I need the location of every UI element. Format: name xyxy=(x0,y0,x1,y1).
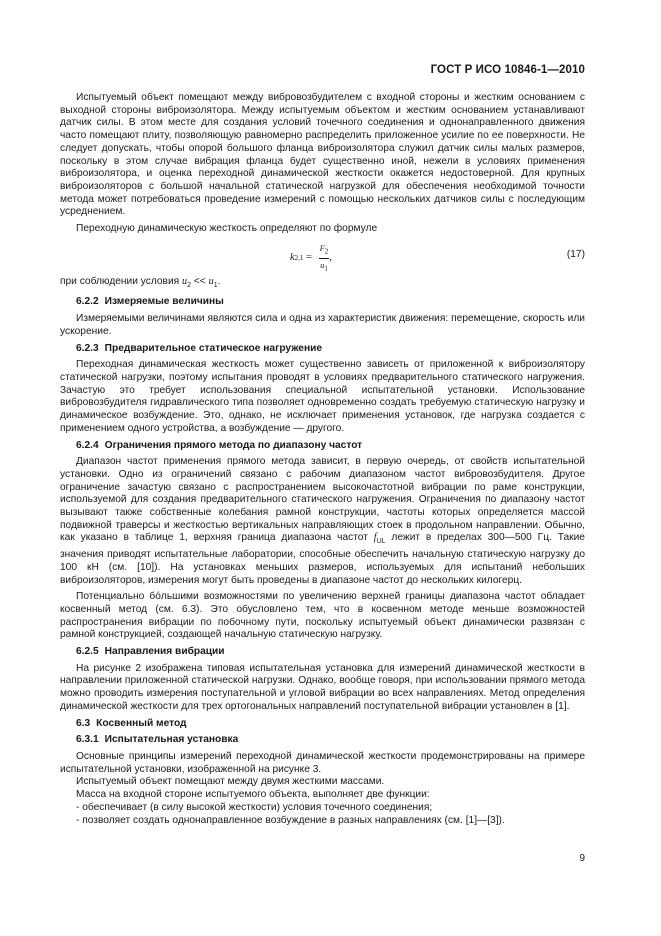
formula-comma: , xyxy=(329,252,332,264)
list-item-unidirectional-excitation: - позволяет создать однонаправленное возбуждение в разных направлениях (см. [1]—[3]). xyxy=(76,814,505,826)
paragraph-test-object-placement: Испытуемый объект помещают между двумя жесткими массами. xyxy=(76,776,385,788)
paragraph-test-setup: Испытуемый объект помещают между вибровозбудителем с входной стороны и жестким основанием с выходной стороны виброизолятора. Между испытуемым объектом и жестким основанием устанавливают датчик силы. В этом месте для создания условий точечного соединения и однонаправленного движения часто помещают плиту, позволяющую равномерно распределить приложенное усилие по ее поверхности. Не следует допускать, чтобы опорой большого фланца виброизолятора служил датчик силы малых размеров, поскольку в этом случае вибрация фланца будет существенно иной, нежели в условиях применения виброизолятора, и оценка переходной динамической жесткости окажется недостоверной. Для крупных виброизоляторов с большой начальной статической нагрузкой для обеспечения необходимой точности метода может потребоваться проведение измерений с помощью нескольких датчиков силы с последующим усреднением. xyxy=(60,92,585,218)
formula-expression xyxy=(290,242,332,276)
formula-k-sub: 2,1 xyxy=(294,254,304,263)
heading-6-2-2: 6.2.2 Измеряемые величины xyxy=(76,296,224,308)
paragraph-indirect-advantage: Потенциально бóльшими возможностями по увеличению верхней границы диапазона частот обладает косвенный метод (см. 6.3). Это обусловлено тем, что в косвенном методе меньше возможностей распространения вибрации по побочному пути, поскольку испытуемый объект динамически развязан с рамной конструкцией, создающей начальную статическую нагрузку. xyxy=(60,591,585,641)
heading-6-2-5: 6.2.5 Направления вибрации xyxy=(76,646,225,658)
paragraph-frequency-limits: Диапазон частот применения прямого метода зависит, в первую очередь, от свойств испытательной установки. Одно из ограничений связано с рабочим диапазоном частот вибровозбудителя. Другое ограничение зачастую связано с распространением высокочастотной вибрации по раме конструкции, используемой для создания предварительного статического нагружения. Ограничения по диапазону частот вызывают также собственные колебания рамной конструкции, частоты которых определяется массой подвижной траверсы и жесткостью вертикальных направляющих стоек в продольном направлении. Обычно, как указано в таблице 1, верхняя граница диапазона частот $f_{UL}$ лежит в пределах 300—500 Гц. Такие значения приводят испытательные лаборатории, способные обеспечить начальную статическую нагрузку до 100 кН (см. [10]). На установках меньших размеров, используемых для испытаний небольших виброизоляторов, измерения могут быть проведены в диапазоне частот до нескольких килогерц. xyxy=(60,456,585,586)
formula-numerator: $F_2$ xyxy=(319,242,330,259)
paragraph-vibration-directions: На рисунке 2 изображена типовая испытательная установка для измерений динамической жесткости в направлении приложенной статической нагрузки. Однако, вообще говоря, при использовании прямого метода можно проводить измерения поступательной и угловой вибрации во всех направлениях. Метод определения динамической жесткости для трех ортогональных направлений поступательной вибрации установлен в [1]. xyxy=(60,662,585,712)
paragraph-measured-quantities: Измеряемыми величинами являются сила и одна из характеристик движения: перемещение, скорость или ускорение. xyxy=(60,313,585,337)
formula-fraction xyxy=(319,242,330,276)
body-text xyxy=(60,92,585,827)
heading-6-2-4: 6.2.4 Ограничения прямого метода по диапазону частот xyxy=(76,439,363,451)
paragraph-condition: при соблюдении условия $u_2 << u_1$. xyxy=(60,275,221,289)
paragraph-input-mass-functions: Масса на входной стороне испытуемого объекта, выполняет две функции: xyxy=(76,789,430,801)
paragraph-indirect-principles: Основные принципы измерений переходной динамической жесткости продемонстрированы на примере испытательной установки, изображенной на рисунке 3. xyxy=(60,751,585,775)
formula-k: k xyxy=(290,252,295,264)
page-number: 9 xyxy=(579,853,585,864)
formula-17 xyxy=(60,240,585,273)
paragraph-formula-intro: Переходную динамическую жесткость определяют по формуле xyxy=(76,223,378,235)
list-item-point-connection: - обеспечивает (в силу высокой жесткости) условия точечного соединения; xyxy=(76,801,433,813)
standard-code-header: ГОСТ Р ИСО 10846-1—2010 xyxy=(430,64,585,76)
paragraph-static-preload: Переходная динамическая жесткость может существенно зависеть от приложенной к виброизолятору статической нагрузки, поэтому испытания проводят в условиях предварительного статического нагружения. Зачастую это требует использования специальной испытательной установки. Использование вибровозбудителя гидравлического типа позволяет одновременно создать требуемую статическую нагрузку и динамическое возбуждение. Это, однако, не исключает применения установок, где нагрузка создается с применением одного устройства, а возбуждение — другого. xyxy=(60,359,585,434)
heading-6-3: 6.3 Косвенный метод xyxy=(76,717,187,729)
heading-6-2-3: 6.2.3 Предварительное статическое нагружение xyxy=(76,342,323,354)
formula-denominator: $u_1$ xyxy=(320,260,328,273)
formula-equals: = xyxy=(303,252,315,264)
heading-6-3-1: 6.3.1 Испытательная установка xyxy=(76,734,239,746)
formula-number: (17) xyxy=(566,248,585,260)
